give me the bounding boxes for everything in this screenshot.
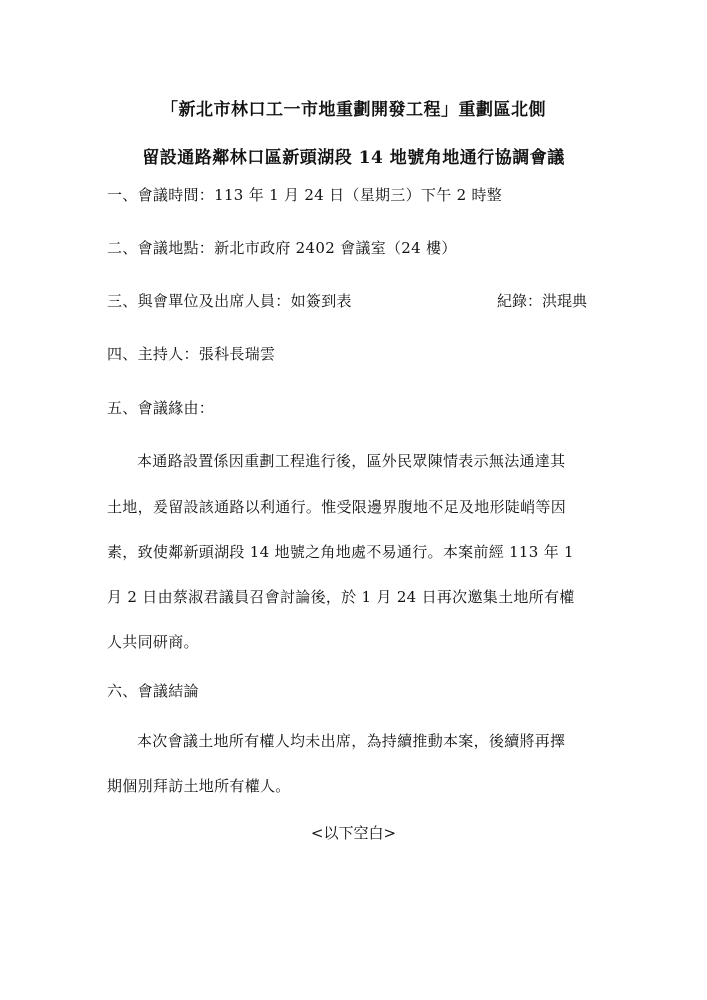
conclusion-heading: 六、會議結論	[107, 682, 199, 700]
reason-line: 本通路設置係因重劃工程進行後，區外民眾陳情表示無法通達其	[137, 452, 566, 470]
document-title-line1: 「新北市林口工一市地重劃開發工程」重劃區北側	[161, 100, 546, 120]
reason-line: 人共同研商。	[107, 633, 199, 651]
reason-line: 月 2 日由蔡淑君議員召會討論後，於 1 月 24 日再次邀集土地所有權	[107, 588, 575, 606]
meeting-attendees: 三、與會單位及出席人員：如簽到表	[107, 292, 352, 310]
reason-heading: 五、會議緣由：	[107, 399, 215, 417]
reason-line: 素，致使鄰新頭湖段 14 地號之角地處不易通行。本案前經 113 年 1	[107, 543, 574, 561]
conclusion-line: 本次會議土地所有權人均未出席，為持續推動本案，後續將再擇	[137, 732, 566, 750]
document-title-line2: 留設通路鄰林口區新頭湖段 14 地號角地通行協調會議	[142, 148, 565, 168]
meeting-recorder: 紀錄：洪琨典	[497, 292, 588, 310]
meeting-place: 二、會議地點：新北市政府 2402 會議室（24 樓）	[107, 239, 457, 257]
reason-line: 土地，爰留設該通路以利通行。惟受限邊界腹地不足及地形陡峭等因	[107, 498, 567, 516]
meeting-time: 一、會議時間：113 年 1 月 24 日（星期三）下午 2 時整	[107, 186, 503, 204]
meeting-host: 四、主持人：張科長瑞雲	[107, 345, 276, 363]
end-of-document-note: <以下空白>	[310, 824, 397, 842]
conclusion-line: 期個別拜訪土地所有權人。	[107, 777, 291, 795]
